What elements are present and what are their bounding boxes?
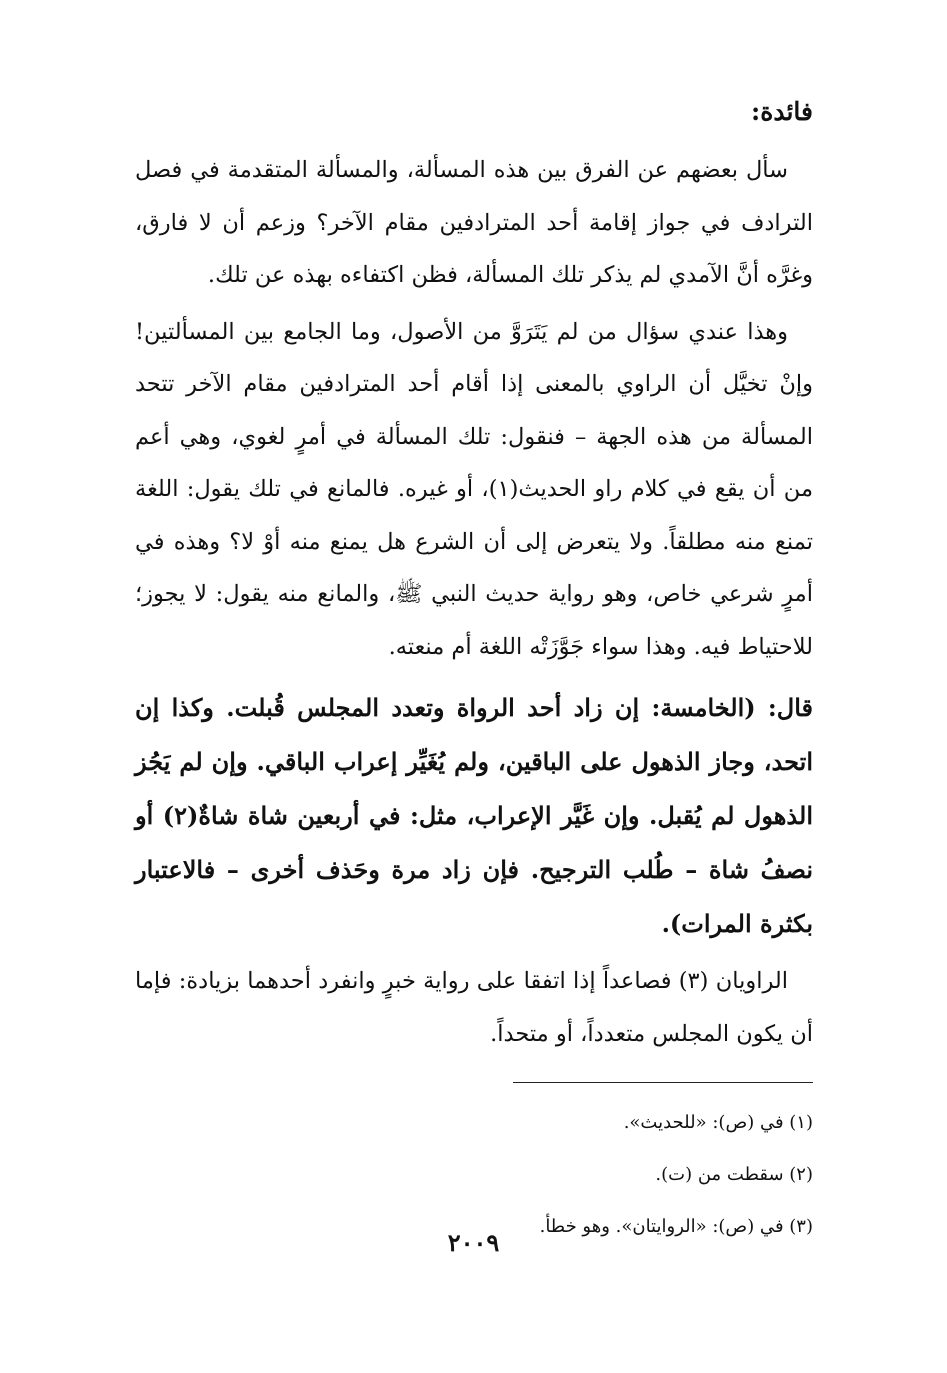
quoted-rule: قال: (الخامسة: إن زاد أحد الرواة وتعدد المجلس قُبلت. وكذا إن اتحد، وجاز الذهول على الباقين، ولم يُغَيِّر إعراب الباقي. وإن لم يَجُز الذهول لم يُقبل. وإن غَيَّر الإعراب، مثل: في أربعين شاة شاةٌ(٢) أو نصفُ شاة – طُلب الترجيح. فإن زاد مرة وحَذف أخرى – فالاعتبار بكثرة المرات).	[135, 693, 814, 938]
footnote-separator	[513, 1082, 813, 1083]
paragraph-3: الراويان (٣) فصاعداً إذا اتفقا على رواية خبرٍ وانفرد أحدهما بزيادة: فإما أن يكون المجلس متعدداً، أو متحداً.	[135, 968, 813, 1047]
page-body	[135, 92, 813, 1253]
footnote-3: (٣) في (ص): «الروايتان». وهو خطأ.	[539, 1216, 813, 1237]
paragraph-1: سأل بعضهم عن الفرق بين هذه المسألة، والمسألة المتقدمة في فصل الترادف في جواز إقامة أحد المترادفين مقام الآخر؟ وزعم أن لا فارق، وغرَّه أنَّ الآمدي لم يذكر تلك المسألة، فظن اكتفاءه بهذه عن تلك.	[135, 157, 813, 288]
section-heading: فائدة:	[751, 97, 813, 126]
page-number: ٢٠٠٩	[447, 1228, 500, 1257]
footnote-2: (٢) سقطت من (ت).	[655, 1164, 813, 1185]
paragraph-2: وهذا عندي سؤال من لم يَتَرَوَّ من الأصول، وما الجامع بين المسألتين! وإنْ تخيَّل أن الراوي بالمعنى إذا أقام أحد المترادفين مقام الآخر تتحد المسألة من هذه الجهة – فنقول: تلك المسألة في أمرٍ لغوي، وهي أعم من أن يقع في كلام راو الحديث(١)، أو غيره. فالمانع في تلك يقول: اللغة تمنع منه مطلقاً. ولا يتعرض إلى أن الشرع هل يمنع منه أوْ لا؟ وهذه في أمرٍ شرعي خاص، وهو رواية حديث النبي ﷺ، والمانع منه يقول: لا يجوز؛ للاحتياط فيه. وهذا سواء جَوَّزَتْه اللغة أم منعته.	[135, 318, 813, 660]
footnote-1: (١) في (ص): «للحديث».	[623, 1112, 813, 1133]
